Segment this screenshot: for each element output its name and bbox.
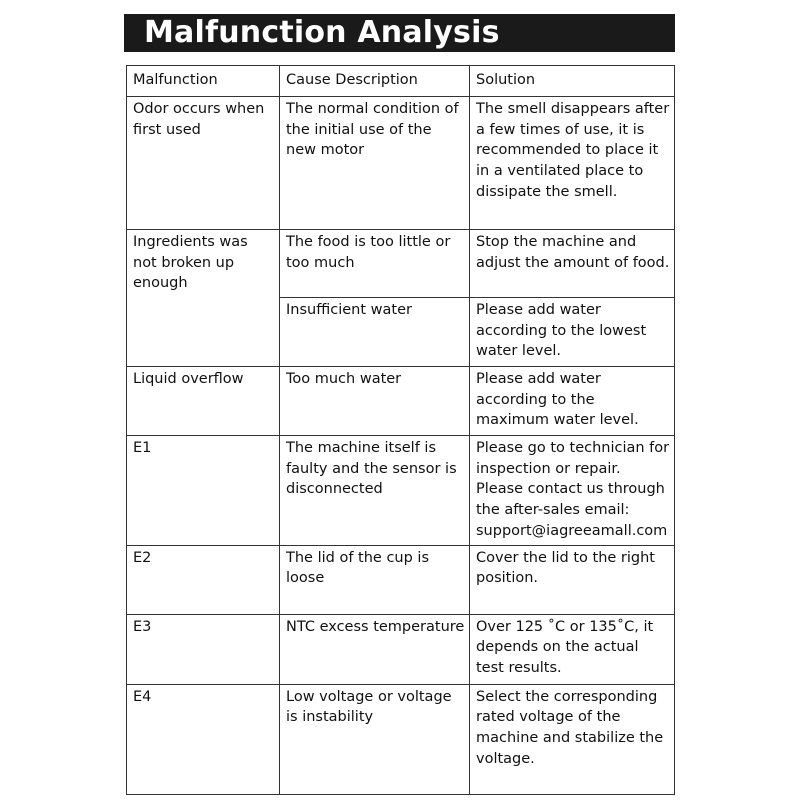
table-row [127, 436, 675, 546]
solution-cell: Stop the machine and adjust the amount of food. [470, 230, 675, 298]
table-header-row [127, 66, 675, 97]
table-row [127, 684, 675, 794]
page-title: Malfunction Analysis [124, 14, 675, 52]
solution-cell: Over 125 ˚C or 135˚C, it depends on the actual test results. [470, 614, 675, 684]
solution-cell [470, 436, 675, 546]
malfunction-cell: E2 [127, 545, 280, 614]
header-malfunction: Malfunction [127, 66, 280, 97]
table-row [127, 230, 675, 298]
solution-cell: Please add water according to the maximum water level. [470, 367, 675, 436]
table-row [127, 97, 675, 230]
malfunction-cell: Ingredients was not broken up enough [127, 230, 280, 367]
solution-cell: Please add water according to the lowest water level. [470, 298, 675, 367]
malfunction-cell: Liquid overflow [127, 367, 280, 436]
cause-cell: Insufficient water [280, 298, 470, 367]
cause-cell: Too much water [280, 367, 470, 436]
table-row [127, 614, 675, 684]
support-email: support@iagreeamall.com [476, 522, 668, 539]
header-solution: Solution [470, 66, 675, 97]
table-row [127, 367, 675, 436]
solution-cell: Select the corresponding rated voltage of the machine and stabilize the voltage. [470, 684, 675, 794]
malfunction-cell: E3 [127, 614, 280, 684]
table-row [127, 545, 675, 614]
solution-text: Please go to technician for inspection or repair. Please contact us through the after-sales email: [476, 440, 670, 519]
cause-cell: The lid of the cup is loose [280, 545, 470, 614]
malfunction-cell: E4 [127, 684, 280, 794]
cause-cell: NTC excess temperature [280, 614, 470, 684]
header-cause-description: Cause Description [280, 66, 470, 97]
malfunction-cell: E1 [127, 436, 280, 546]
cause-cell: Low voltage or voltage is instability [280, 684, 470, 794]
cause-cell: The normal condition of the initial use of the new motor [280, 97, 470, 230]
cause-cell: The machine itself is faulty and the sensor is disconnected [280, 436, 470, 546]
solution-cell: The smell disappears after a few times of use, it is recommended to place it in a ventilated place to dissipate the smell. [470, 97, 675, 230]
cause-cell: The food is too little or too much [280, 230, 470, 298]
malfunction-table [126, 65, 675, 795]
solution-cell: Cover the lid to the right position. [470, 545, 675, 614]
malfunction-cell: Odor occurs when first used [127, 97, 280, 230]
